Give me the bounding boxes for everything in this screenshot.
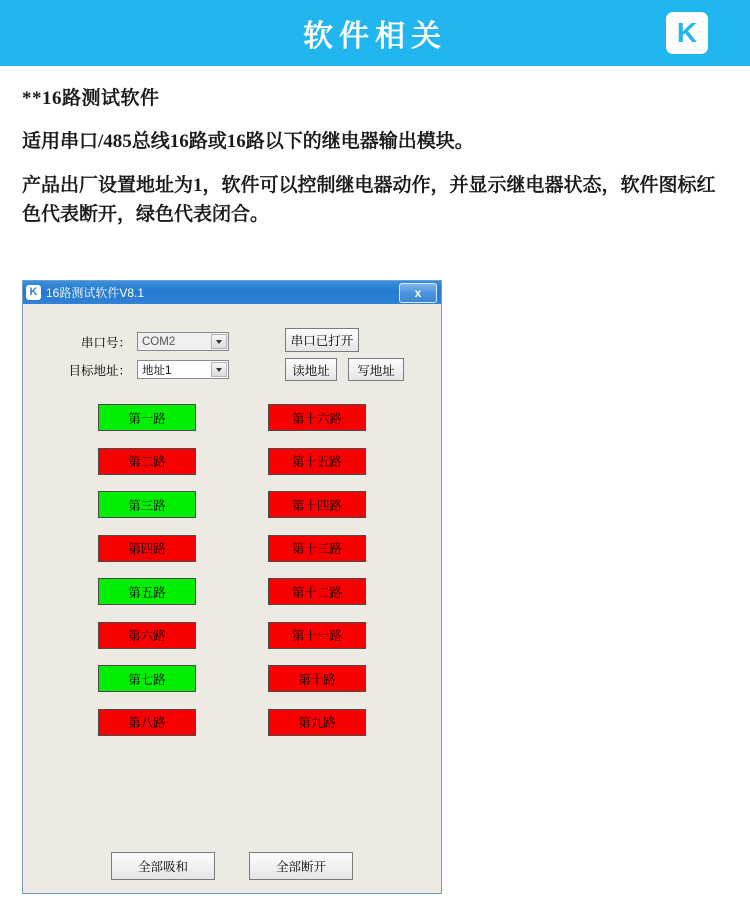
channel-row xyxy=(23,535,441,562)
channel-row xyxy=(23,491,441,518)
all-on-button[interactable]: 全部吸和 xyxy=(111,852,215,880)
description-paragraph-3: 产品出厂设置地址为1，软件可以控制继电器动作，并显示继电器状态，软件图标红色代表断开，绿色代表闭合。 xyxy=(22,174,716,226)
page-title: 软件相关 xyxy=(303,20,447,53)
channel-button[interactable]: 第二路 xyxy=(98,448,196,475)
target-address-select[interactable] xyxy=(137,360,229,379)
description-paragraph-1: **16路测试软件 xyxy=(22,88,160,109)
target-address-row xyxy=(63,360,229,379)
target-address-value: 地址1 xyxy=(142,364,172,377)
channel-button[interactable]: 第十一路 xyxy=(268,622,366,649)
channel-button[interactable]: 第六路 xyxy=(98,622,196,649)
open-port-button[interactable]: 串口已打开 xyxy=(285,328,359,352)
read-address-button[interactable]: 读地址 xyxy=(285,358,337,381)
page-header-banner xyxy=(0,0,750,66)
close-icon[interactable]: x xyxy=(399,283,437,303)
description-text xyxy=(0,66,750,248)
channel-button[interactable]: 第十二路 xyxy=(268,578,366,605)
channel-button[interactable]: 第五路 xyxy=(98,578,196,605)
channel-button[interactable]: 第九路 xyxy=(268,709,366,736)
channel-grid xyxy=(23,404,441,752)
channel-button[interactable]: 第一路 xyxy=(98,404,196,431)
chevron-down-icon[interactable] xyxy=(211,334,227,349)
serial-port-label: 串口号： xyxy=(80,335,131,350)
channel-button[interactable]: 第四路 xyxy=(98,535,196,562)
chevron-down-icon[interactable] xyxy=(211,362,227,377)
app-titlebar xyxy=(23,281,441,304)
relay-test-app-window xyxy=(22,280,442,894)
channel-button[interactable]: 第十五路 xyxy=(268,448,366,475)
channel-row xyxy=(23,622,441,649)
brand-logo-letter: K xyxy=(676,17,698,48)
channel-row xyxy=(23,709,441,736)
channel-row xyxy=(23,404,441,431)
channel-button[interactable]: 第十路 xyxy=(268,665,366,692)
serial-port-row xyxy=(63,332,229,351)
brand-logo-icon xyxy=(666,12,708,54)
channel-button[interactable]: 第十三路 xyxy=(268,535,366,562)
channel-button[interactable]: 第三路 xyxy=(98,491,196,518)
channel-button[interactable]: 第八路 xyxy=(98,709,196,736)
app-logo-icon xyxy=(26,285,41,300)
app-window-title: 16路测试软件V8.1 xyxy=(46,286,145,300)
all-off-button[interactable]: 全部断开 xyxy=(249,852,353,880)
serial-port-select[interactable] xyxy=(137,332,229,351)
app-logo-letter: K xyxy=(29,286,38,298)
channel-button[interactable]: 第十四路 xyxy=(268,491,366,518)
channel-button[interactable]: 第七路 xyxy=(98,665,196,692)
description-paragraph-2: 适用串口/485总线16路或16路以下的继电器输出模块。 xyxy=(22,131,474,153)
app-content xyxy=(23,304,441,893)
channel-row xyxy=(23,665,441,692)
write-address-button[interactable]: 写地址 xyxy=(348,358,404,381)
target-address-label: 目标地址： xyxy=(68,363,131,378)
bulk-action-bar xyxy=(23,852,441,880)
channel-row xyxy=(23,578,441,605)
channel-row xyxy=(23,448,441,475)
serial-port-value: COM2 xyxy=(142,335,176,348)
channel-button[interactable]: 第十六路 xyxy=(268,404,366,431)
